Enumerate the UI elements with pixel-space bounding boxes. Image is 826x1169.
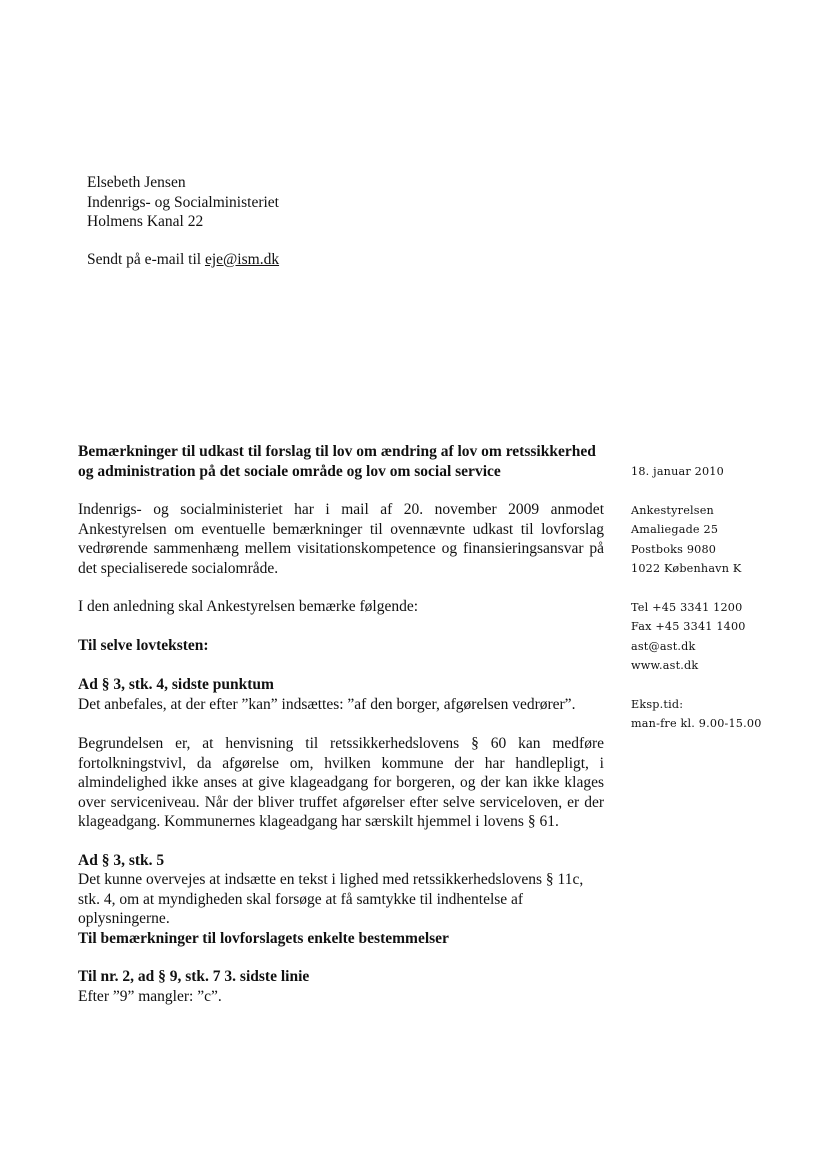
section-2-heading: Ad § 3, stk. 5 xyxy=(78,852,165,869)
section-2-text: Det kunne overvejes at indsætte en tekst i lighed med retssikkerhedslovens § 11c, stk. 4, om at myndigheden skal forsøge at få samtykke til indhentelse af oplysningerne. xyxy=(78,871,584,927)
title-line-2: og administration på det sociale område og lov om social service xyxy=(78,462,501,480)
recipient-org: Indenrigs- og Socialministeriet xyxy=(87,193,279,211)
section-1-heading: Ad § 3, stk. 4, sidste punktum xyxy=(78,676,274,693)
heading-law-text: Til selve lovteksten: xyxy=(78,637,209,654)
recipient-address xyxy=(87,173,487,232)
sender-address xyxy=(631,501,811,579)
occasion-paragraph: I den anledning skal Ankestyrelsen bemærke følgende: xyxy=(78,598,419,615)
sender-pobox: Postboks 9080 xyxy=(631,542,717,556)
sender-street: Amaliegade 25 xyxy=(631,523,719,537)
section-3-text: Efter ”9” mangler: ”c”. xyxy=(78,988,222,1005)
section-3-heading: Til nr. 2, ad § 9, stk. 7 3. sidste linie xyxy=(78,968,310,985)
document-title xyxy=(78,442,604,481)
office-hours xyxy=(631,695,811,734)
recipient-street: Holmens Kanal 22 xyxy=(87,213,204,230)
contact-website[interactable]: www.ast.dk xyxy=(631,659,699,673)
sent-prefix: Sendt på e-mail til xyxy=(87,251,205,268)
sender-city: 1022 København K xyxy=(631,562,742,576)
heading-remarks: Til bemærkninger til lovforslagets enkelte bestemmelser xyxy=(78,930,449,947)
sender-name: Ankestyrelsen xyxy=(631,504,714,517)
letter-date: 18. januar 2010 xyxy=(631,465,724,478)
section-1-reason: Begrundelsen er, at henvisning til retssikkerhedslovens § 60 kan medføre fortolkningstvivl, da afgørelse om, hvilken kommune der har handlepligt, i almindelighed ikke anses at give klageadgang for borgeren, og der kan ikke klages over serviceniveau. Når der bliver truffet afgørelser efter selve serviceloven, er der klageadgang. Kommunernes klageadgang har særskilt hjemmel i lovens § 61. xyxy=(78,735,604,830)
contact-phone: Tel +45 3341 1200 xyxy=(631,601,743,614)
intro-paragraph: Indenrigs- og socialministeriet har i mail af 20. november 2009 anmodet Ankestyrelsen om eventuelle bemærkninger til ovennævnte udkast til lovforslag vedrørende sammenhæng mellem visitationskompetence og finansieringsansvar på det specialiserede socialområde. xyxy=(78,501,604,577)
contact-fax: Fax +45 3341 1400 xyxy=(631,620,746,634)
contact-email[interactable]: ast@ast.dk xyxy=(631,639,696,653)
email-link[interactable]: eje@ism.dk xyxy=(204,251,280,268)
title-line-1: Bemærkninger til udkast til forslag til lov om ændring af lov om retssikkerhed xyxy=(78,443,596,460)
sent-line xyxy=(87,250,279,270)
contact-info xyxy=(631,598,811,676)
recipient-name: Elsebeth Jensen xyxy=(87,174,186,191)
office-hours-value: man-fre kl. 9.00-15.00 xyxy=(631,717,762,731)
office-hours-label: Eksp.tid: xyxy=(631,698,684,711)
section-1-text: Det anbefales, at der efter ”kan” indsættes: ”af den borger, afgørelsen vedrører”. xyxy=(78,696,576,713)
